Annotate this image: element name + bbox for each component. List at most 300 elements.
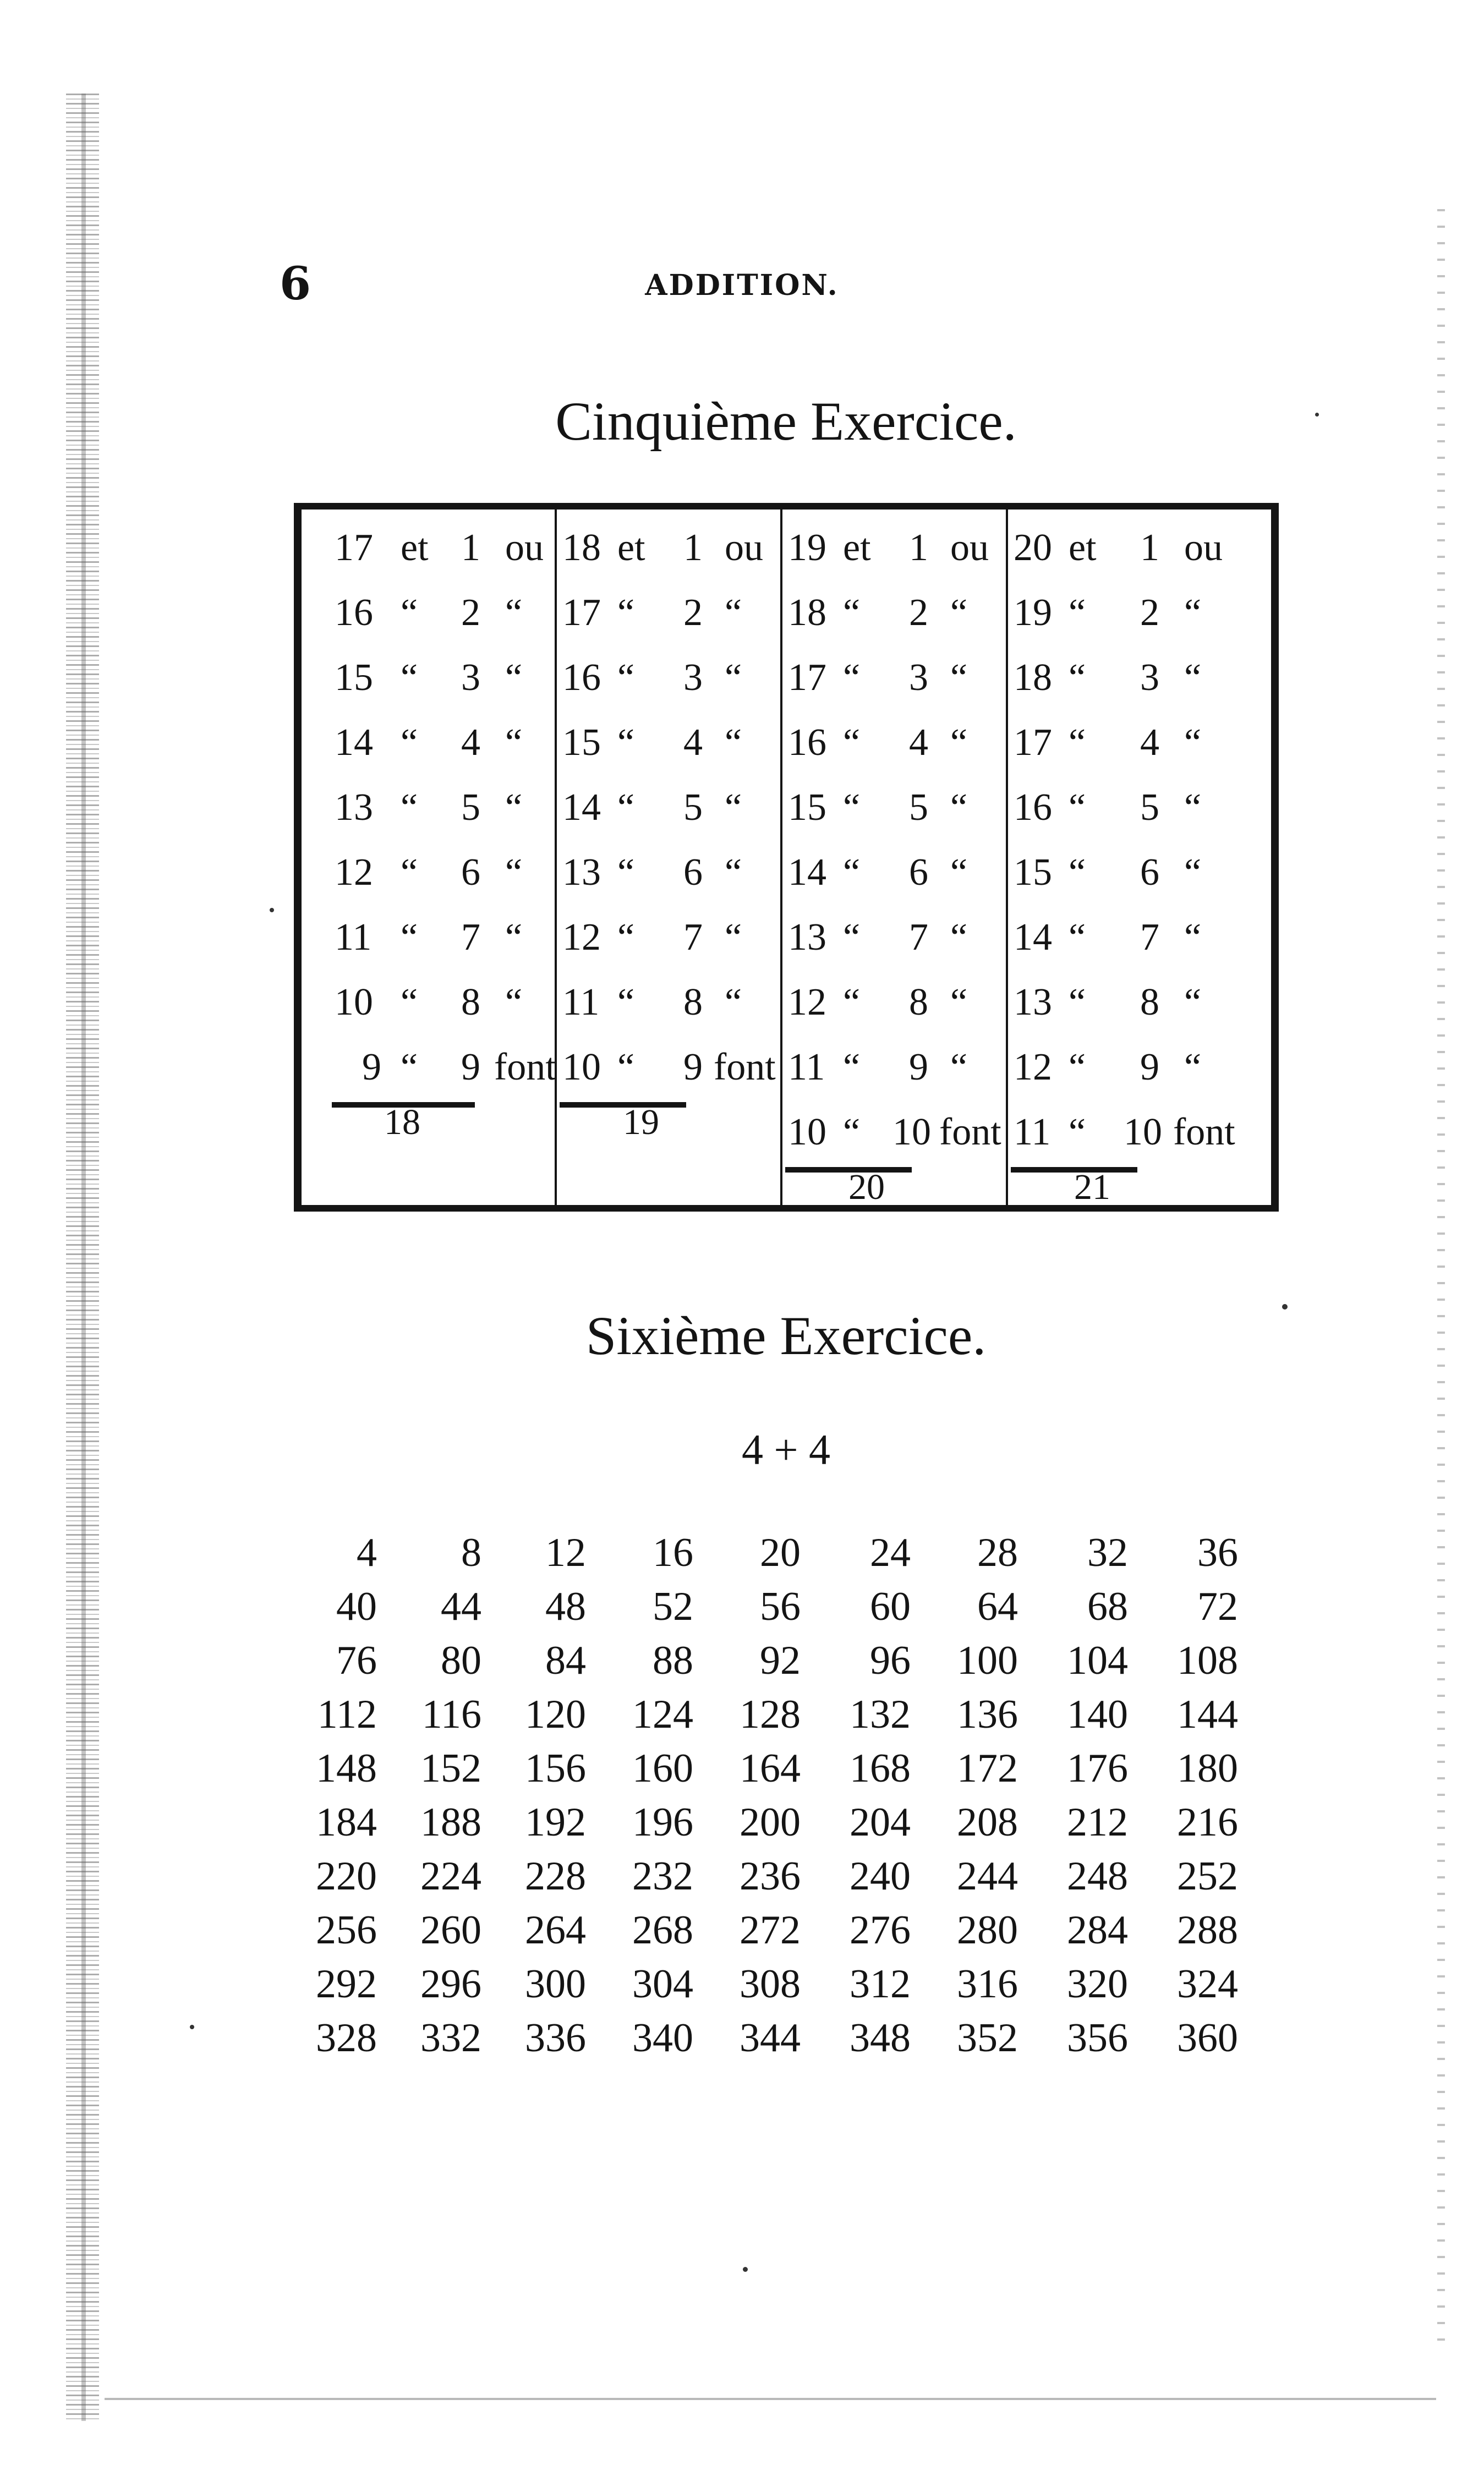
exercise-6-number: 44: [441, 1584, 481, 1629]
exercise-6-number: 244: [957, 1854, 1018, 1899]
exercise-6-number: 76: [336, 1638, 377, 1683]
exercise-5-row: [782, 639, 1006, 699]
page-bottom-edge: [105, 2398, 1436, 2400]
exercise-5-cell: “: [1184, 656, 1202, 699]
exercise-6-number: 148: [316, 1746, 377, 1791]
exercise-5-column: [557, 510, 782, 1205]
exercise-6-number: 296: [420, 1962, 481, 2007]
exercise-5-row: [1008, 510, 1271, 569]
exercise-5-cell: “: [505, 786, 523, 829]
exercise-5-cell: 10: [1124, 1111, 1162, 1153]
exercise-5-cell: “: [1069, 786, 1086, 829]
exercise-5-cell: “: [1184, 786, 1202, 829]
exercise-6-number: 228: [525, 1854, 586, 1899]
exercise-5-cell: 12: [788, 981, 826, 1023]
exercise-5-row: [1008, 639, 1271, 699]
exercise-5-row: [302, 574, 555, 634]
exercise-5-cell: 10: [335, 981, 373, 1023]
exercise-5-cell: 12: [562, 916, 601, 958]
exercise-5-row: [782, 834, 1006, 894]
exercise-6-number: 172: [957, 1746, 1018, 1791]
exercise-5-cell: “: [1184, 851, 1202, 894]
exercise-5-cell: “: [843, 1111, 861, 1153]
exercise-5-cell: “: [617, 916, 635, 958]
exercise-5-row: [302, 769, 555, 829]
exercise-5-row: [782, 574, 1006, 634]
exercise-5-row: [782, 1094, 1006, 1153]
exercise-5-cell: “: [843, 786, 861, 829]
exercise-5-cell: “: [617, 1046, 635, 1088]
exercise-6-number: 96: [870, 1638, 911, 1683]
exercise-6-row: [308, 1691, 1271, 1746]
exercise-5-row: [302, 1029, 556, 1088]
ink-speck: [1282, 1304, 1288, 1310]
exercise-5-cell: 14: [1014, 916, 1052, 958]
exercise-5-cell: 9: [461, 1046, 480, 1088]
exercise-5-cell: 18: [1014, 656, 1052, 699]
exercise-5-cell: “: [950, 981, 968, 1023]
exercise-6-number: 64: [977, 1584, 1018, 1629]
exercise-6-number: 144: [1177, 1692, 1238, 1737]
exercise-5-cell: 1: [909, 527, 928, 569]
exercise-6-number: 196: [632, 1800, 693, 1845]
exercise-5-cell: 11: [562, 981, 600, 1023]
exercise-5-cell: 5: [683, 786, 703, 829]
exercise-5-cell: 7: [461, 916, 480, 958]
exercise-6-number: 320: [1067, 1962, 1128, 2007]
exercise-6-number: 156: [525, 1746, 586, 1791]
exercise-5-row: [557, 834, 780, 894]
exercise-5-row: [1008, 899, 1271, 958]
exercise-5-cell: “: [1184, 1046, 1202, 1088]
exercise-6-number: 128: [740, 1692, 801, 1737]
exercise-6-number: 208: [957, 1800, 1018, 1845]
exercise-6-number: 280: [957, 1908, 1018, 1953]
exercise-5-cell: “: [505, 851, 523, 894]
exercise-5-cell: font: [494, 1046, 556, 1088]
ink-speck: [270, 908, 274, 912]
exercise-5-cell: 16: [335, 591, 373, 634]
exercise-5-row: [302, 510, 555, 569]
exercise-5-cell: 2: [909, 591, 928, 634]
exercise-5-cell: “: [725, 916, 742, 958]
exercise-5-cell: 8: [683, 981, 703, 1023]
exercise-5-cell: 20: [1014, 527, 1052, 569]
exercise-5-row: [557, 1029, 780, 1088]
exercise-5-cell: 12: [1014, 1046, 1052, 1088]
exercise-5-row: [557, 510, 780, 569]
ink-speck: [190, 2025, 194, 2029]
exercise-6-number: 40: [336, 1584, 377, 1629]
exercise-6-number: 108: [1177, 1638, 1238, 1683]
exercise-5-cell: “: [401, 591, 418, 634]
exercise-6-number: 332: [420, 2015, 481, 2061]
exercise-5-cell: 6: [1140, 851, 1159, 894]
exercise-5-cell: 8: [461, 981, 480, 1023]
exercise-5-cell: 14: [562, 786, 601, 829]
exercise-6-number: 88: [653, 1638, 693, 1683]
exercise-5-row: [1008, 964, 1271, 1023]
exercise-6-number: 104: [1067, 1638, 1128, 1683]
exercise-5-cell: 16: [1014, 786, 1052, 829]
exercise-5-cell: 1: [683, 527, 703, 569]
exercise-5-cell: 3: [461, 656, 480, 699]
exercise-5-column: [302, 510, 557, 1205]
exercise-6-number: 4: [357, 1530, 377, 1575]
exercise-5-row: [302, 704, 555, 764]
exercise-5-cell: font: [1173, 1111, 1235, 1153]
exercise-5-cell: “: [725, 591, 742, 634]
exercise-6-number: 84: [545, 1638, 586, 1683]
exercise-6-number: 336: [525, 2015, 586, 2061]
exercise-6-number: 176: [1067, 1746, 1128, 1791]
exercise-5-cell: et: [843, 527, 871, 569]
page-right-edge: [1437, 209, 1445, 2355]
exercise-5-cell: “: [843, 981, 861, 1023]
exercise-6-number: 216: [1177, 1800, 1238, 1845]
exercise-6-number: 260: [420, 1908, 481, 1953]
exercise-5-row: [782, 1029, 1006, 1088]
exercise-5-row: [1008, 1094, 1271, 1153]
exercise-5-cell: 14: [788, 851, 826, 894]
exercise-6-number: 268: [632, 1908, 693, 1953]
exercise-6-number: 340: [632, 2015, 693, 2061]
exercise-6-number: 20: [760, 1530, 801, 1575]
exercise-5-row: [1008, 769, 1271, 829]
exercise-5-cell: 6: [909, 851, 928, 894]
exercise-5-cell: “: [617, 721, 635, 764]
exercise-6-number: 124: [632, 1692, 693, 1737]
exercise-5-cell: 2: [1140, 591, 1159, 634]
exercise-5-cell: “: [1184, 916, 1202, 958]
exercise-6-number: 80: [441, 1638, 481, 1683]
exercise-5-row: [1008, 834, 1271, 894]
exercise-6-number: 284: [1067, 1908, 1128, 1953]
exercise-5-cell: “: [843, 591, 861, 634]
exercise-6-number: 160: [632, 1746, 693, 1791]
exercise-5-cell: 7: [1140, 916, 1159, 958]
exercise-5-cell: 9: [683, 1046, 703, 1088]
exercise-5-cell: “: [1069, 656, 1086, 699]
exercise-5-cell: “: [950, 721, 968, 764]
exercise-6-number: 352: [957, 2015, 1018, 2061]
page-number: 6: [280, 258, 311, 310]
exercise-5-row: [302, 639, 555, 699]
exercise-5-cell: 15: [335, 656, 373, 699]
exercise-5-cell: et: [617, 527, 645, 569]
exercise-5-cell: “: [401, 656, 418, 699]
exercise-5-cell: “: [843, 721, 861, 764]
exercise-6-number: 140: [1067, 1692, 1128, 1737]
exercise-5-cell: 5: [1140, 786, 1159, 829]
exercise-5-total: 19: [623, 1102, 659, 1142]
exercise-5-cell: “: [950, 786, 968, 829]
exercise-6-number: 36: [1197, 1530, 1238, 1575]
exercise-5-cell: 8: [909, 981, 928, 1023]
exercise-5-row: [557, 899, 780, 958]
exercise-5-cell: “: [1069, 591, 1086, 634]
exercise-5-row: [1008, 704, 1271, 764]
exercise-5-cell: 2: [461, 591, 480, 634]
exercise-5-cell: ou: [950, 527, 989, 569]
exercise-5-cell: 5: [909, 786, 928, 829]
exercise-5-cell: “: [843, 916, 861, 958]
running-head: ADDITION.: [645, 269, 839, 302]
exercise-5-cell: 4: [1140, 721, 1159, 764]
exercise-5-row: [557, 574, 780, 634]
exercise-5-cell: et: [401, 527, 429, 569]
exercise-6-number: 220: [316, 1854, 377, 1899]
exercise-5-cell: 1: [461, 527, 480, 569]
exercise-5-cell: font: [939, 1111, 1001, 1153]
exercise-6-row: [308, 1853, 1271, 1908]
exercise-6-row: [308, 1530, 1271, 1585]
exercise-6-number: 184: [316, 1800, 377, 1845]
exercise-6-number: 28: [977, 1530, 1018, 1575]
exercise-5-cell: 4: [683, 721, 703, 764]
exercise-6-number: 188: [420, 1800, 481, 1845]
exercise-6-number: 304: [632, 1962, 693, 2007]
exercise-5-row: [557, 964, 780, 1023]
exercise-6-number: 300: [525, 1962, 586, 2007]
exercise-5-cell: “: [401, 1046, 418, 1088]
exercise-6-number: 236: [740, 1854, 801, 1899]
exercise-5-cell: 18: [788, 591, 826, 634]
exercise-5-cell: ou: [1184, 527, 1223, 569]
exercise-6-number: 348: [850, 2015, 911, 2061]
exercise-6-number: 68: [1087, 1584, 1128, 1629]
exercise-5-cell: “: [950, 851, 968, 894]
exercise-5-cell: “: [617, 656, 635, 699]
exercise-5-cell: 12: [335, 851, 373, 894]
exercise-5-cell: “: [617, 851, 635, 894]
exercise-5-cell: “: [1184, 721, 1202, 764]
exercise-5-cell: “: [617, 981, 635, 1023]
exercise-5-total: 20: [848, 1167, 885, 1207]
exercise-6-number: 112: [317, 1692, 377, 1737]
exercise-5-cell: 8: [1140, 981, 1159, 1023]
exercise-6-row: [308, 1961, 1271, 2016]
exercise-5-cell: 17: [1014, 721, 1052, 764]
exercise-6-number: 248: [1067, 1854, 1128, 1899]
exercise-5-cell: 3: [683, 656, 703, 699]
exercise-6-number: 204: [850, 1800, 911, 1845]
exercise-6-number: 136: [957, 1692, 1018, 1737]
exercise-5-total: 18: [384, 1102, 420, 1142]
exercise-6-number: 212: [1067, 1800, 1128, 1845]
exercise-5-cell: 3: [1140, 656, 1159, 699]
exercise-5-cell: “: [843, 656, 861, 699]
exercise-5-cell: “: [505, 656, 523, 699]
exercise-6-number: 192: [525, 1800, 586, 1845]
exercise-5-cell: 13: [335, 786, 373, 829]
exercise-6-number: 288: [1177, 1908, 1238, 1953]
exercise-5-cell: 1: [1140, 527, 1159, 569]
exercise-6-number: 256: [316, 1908, 377, 1953]
exercise-5-cell: “: [950, 916, 968, 958]
exercise-6-formula: 4 + 4: [742, 1426, 830, 1473]
ink-speck: [1315, 413, 1319, 417]
exercise-5-cell: “: [401, 981, 418, 1023]
exercise-6-number: 292: [316, 1962, 377, 2007]
exercise-6-number: 56: [760, 1584, 801, 1629]
exercise-6-number: 324: [1177, 1962, 1238, 2007]
exercise-5-cell: “: [617, 591, 635, 634]
exercise-5-cell: “: [1184, 981, 1202, 1023]
exercise-5-cell: “: [1069, 1046, 1086, 1088]
exercise-6-number: 328: [316, 2015, 377, 2061]
exercise-5-cell: 4: [909, 721, 928, 764]
exercise-5-row: [302, 834, 555, 894]
exercise-5-cell: “: [843, 1046, 861, 1088]
exercise-5-cell: 9: [1140, 1046, 1159, 1088]
exercise-5-cell: “: [950, 1046, 968, 1088]
exercise-5-cell: 5: [461, 786, 480, 829]
exercise-5-row: [782, 899, 1006, 958]
exercise-5-cell: “: [1069, 1111, 1086, 1153]
exercise-5-cell: “: [950, 656, 968, 699]
exercise-5-title: Cinquième Exercice.: [555, 391, 1017, 452]
exercise-5-cell: 7: [909, 916, 928, 958]
exercise-5-row: [302, 899, 555, 958]
exercise-5-cell: 15: [562, 721, 601, 764]
exercise-5-cell: “: [505, 981, 523, 1023]
exercise-5-cell: 9: [362, 1046, 381, 1088]
exercise-5-cell: “: [505, 916, 523, 958]
exercise-5-cell: 11: [335, 916, 372, 958]
exercise-5-cell: “: [950, 591, 968, 634]
exercise-5-cell: 16: [788, 721, 826, 764]
exercise-5-cell: “: [617, 786, 635, 829]
exercise-5-cell: 15: [1014, 851, 1052, 894]
exercise-6-number: 252: [1177, 1854, 1238, 1899]
exercise-5-row: [302, 964, 555, 1023]
exercise-6-number: 100: [957, 1638, 1018, 1683]
exercise-5-cell: 11: [788, 1046, 825, 1088]
exercise-5-total: 21: [1074, 1167, 1110, 1207]
exercise-5-row: [782, 704, 1006, 764]
exercise-6-row: [308, 1745, 1271, 1800]
exercise-5-row: [782, 769, 1006, 829]
exercise-5-cell: “: [1069, 916, 1086, 958]
exercise-5-cell: 10: [892, 1111, 931, 1153]
exercise-5-cell: “: [401, 916, 418, 958]
exercise-5-cell: “: [725, 981, 742, 1023]
exercise-6-number: 180: [1177, 1746, 1238, 1791]
exercise-6-number: 200: [740, 1800, 801, 1845]
exercise-6-number: 92: [760, 1638, 801, 1683]
exercise-5-row: [557, 704, 780, 764]
exercise-5-cell: “: [843, 851, 861, 894]
exercise-5-cell: font: [714, 1046, 776, 1088]
exercise-5-cell: 6: [683, 851, 703, 894]
exercise-6-number: 312: [850, 1962, 911, 2007]
exercise-6-number: 240: [850, 1854, 911, 1899]
ink-speck: [743, 2267, 748, 2272]
exercise-6-number: 60: [870, 1584, 911, 1629]
exercise-5-row: [782, 964, 1006, 1023]
exercise-5-cell: ou: [505, 527, 544, 569]
exercise-6-row: [308, 1584, 1271, 1639]
exercise-6-number: 52: [653, 1584, 693, 1629]
exercise-6-row: [308, 1907, 1271, 1962]
exercise-6-number: 356: [1067, 2015, 1128, 2061]
exercise-6-number: 132: [850, 1692, 911, 1737]
exercise-5-cell: “: [401, 721, 418, 764]
exercise-6-number: 8: [461, 1530, 481, 1575]
exercise-5-cell: 18: [562, 527, 601, 569]
exercise-5-cell: 6: [461, 851, 480, 894]
exercise-5-column: [782, 510, 1008, 1205]
exercise-5-cell: “: [1069, 721, 1086, 764]
exercise-6-number: 316: [957, 1962, 1018, 2007]
exercise-5-cell: 13: [788, 916, 826, 958]
exercise-6-number: 360: [1177, 2015, 1238, 2061]
exercise-6-number: 264: [525, 1908, 586, 1953]
exercise-5-cell: et: [1069, 527, 1097, 569]
exercise-6-number: 48: [545, 1584, 586, 1629]
exercise-5-cell: 4: [461, 721, 480, 764]
exercise-5-row: [557, 769, 780, 829]
exercise-5-row: [1008, 574, 1271, 634]
exercise-5-cell: 9: [909, 1046, 928, 1088]
exercise-5-cell: 11: [1014, 1111, 1051, 1153]
exercise-5-row: [1008, 1029, 1271, 1088]
exercise-6-number: 16: [653, 1530, 693, 1575]
exercise-6-number: 12: [545, 1530, 586, 1575]
exercise-6-number: 152: [420, 1746, 481, 1791]
exercise-5-cell: 10: [788, 1111, 826, 1153]
exercise-5-cell: “: [1184, 591, 1202, 634]
exercise-5-cell: “: [725, 786, 742, 829]
exercise-5-cell: 2: [683, 591, 703, 634]
exercise-5-cell: 17: [562, 591, 601, 634]
exercise-5-cell: 14: [335, 721, 373, 764]
exercise-5-cell: ou: [725, 527, 763, 569]
exercise-5-cell: “: [725, 721, 742, 764]
exercise-6-number: 72: [1197, 1584, 1238, 1629]
exercise-5-column: [1008, 510, 1271, 1205]
exercise-5-cell: “: [1069, 851, 1086, 894]
exercise-6-title: Sixième Exercice.: [585, 1305, 987, 1366]
exercise-5-cell: “: [401, 786, 418, 829]
exercise-5-row: [557, 639, 780, 699]
exercise-5-row: [782, 510, 1006, 569]
exercise-6-row: [308, 1799, 1271, 1854]
exercise-5-cell: 10: [562, 1046, 601, 1088]
exercise-6-number: 232: [632, 1854, 693, 1899]
exercise-5-cell: 17: [788, 656, 826, 699]
exercise-5-table: [294, 503, 1279, 1212]
exercise-5-cell: “: [725, 851, 742, 894]
exercise-6-number: 32: [1087, 1530, 1128, 1575]
exercise-5-cell: 19: [1014, 591, 1052, 634]
exercise-6-number: 116: [421, 1692, 481, 1737]
exercise-5-cell: 16: [562, 656, 601, 699]
exercise-6-number: 272: [740, 1908, 801, 1953]
exercise-5-cell: “: [505, 721, 523, 764]
exercise-5-cell: 13: [1014, 981, 1052, 1023]
exercise-5-cell: 19: [788, 527, 826, 569]
exercise-5-cell: “: [725, 656, 742, 699]
exercise-5-cell: 3: [909, 656, 928, 699]
exercise-6-number: 276: [850, 1908, 911, 1953]
exercise-6-number: 164: [740, 1746, 801, 1791]
exercise-6-number: 224: [420, 1854, 481, 1899]
exercise-6-number: 308: [740, 1962, 801, 2007]
exercise-6-number: 168: [850, 1746, 911, 1791]
exercise-5-cell: 15: [788, 786, 826, 829]
